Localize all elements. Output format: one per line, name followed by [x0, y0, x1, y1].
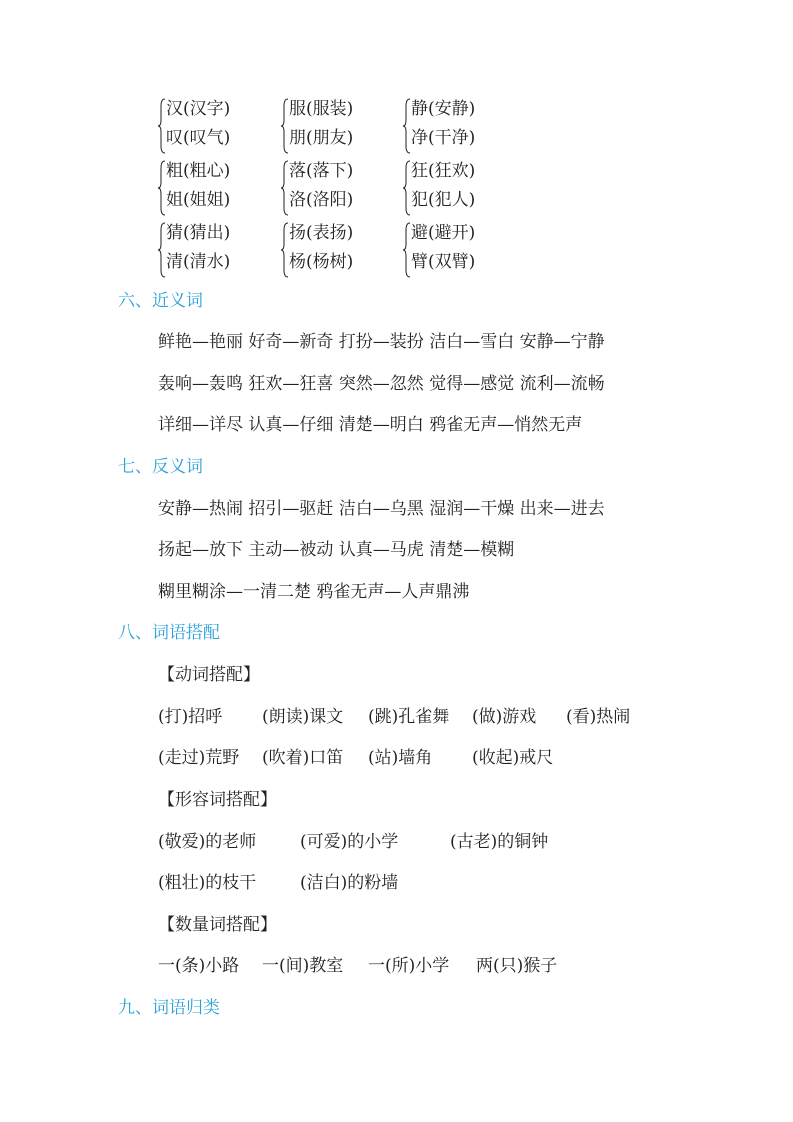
collocation-item: 一(条)小路 [158, 956, 240, 976]
antonym-line: 扬起—放下 主动—被动 认真—马虎 清楚—模糊 [158, 540, 515, 560]
collocation-item: (打)招呼 [158, 707, 223, 727]
collocation-item: 一(间)教室 [262, 956, 344, 976]
word-pair [281, 160, 411, 220]
verb-collocation-heading: 【动词搭配】 [158, 665, 260, 685]
word-bottom: 臂(双臂) [411, 252, 476, 272]
brace-icon [403, 160, 411, 216]
brace-icon [158, 160, 166, 216]
brace-icon [403, 98, 411, 154]
word-top: 避(避开) [411, 223, 476, 243]
word-top: 落(落下) [289, 161, 354, 181]
adjective-collocation-heading: 【形容词搭配】 [158, 790, 277, 810]
word-top: 扬(表扬) [289, 223, 354, 243]
word-top: 狂(狂欢) [411, 161, 476, 181]
word-bottom: 杨(杨树) [289, 252, 354, 272]
word-pair [403, 98, 533, 158]
word-pair [158, 160, 288, 220]
verb-collocation-row [158, 747, 553, 769]
antonym-line: 安静—热闹 招引—驱赶 洁白—乌黑 湿润—干燥 出来—进去 [158, 499, 605, 519]
word-bottom: 叹(叹气) [166, 128, 231, 148]
adjective-collocation-row [158, 831, 548, 853]
synonym-line: 轰响—轰鸣 狂欢—狂喜 突然—忽然 觉得—感觉 流利—流畅 [158, 374, 605, 394]
word-bottom: 清(清水) [166, 252, 231, 272]
word-top: 静(安静) [411, 99, 476, 119]
collocation-item: (站)墙角 [368, 748, 433, 768]
section-heading-collocations: 八、词语搭配 [118, 623, 220, 643]
brace-icon [281, 160, 289, 216]
collocation-item: (可爱)的小学 [300, 832, 399, 852]
brace-icon [158, 98, 166, 154]
word-pair [158, 222, 288, 282]
section-heading-synonyms: 六、近义词 [118, 291, 203, 311]
synonym-line: 详细—详尽 认真—仔细 清楚—明白 鸦雀无声—悄然无声 [158, 415, 583, 435]
collocation-item: (敬爱)的老师 [158, 832, 257, 852]
word-bottom: 净(干净) [411, 128, 476, 148]
collocation-item: (做)游戏 [472, 707, 537, 727]
collocation-item: (洁白)的粉墙 [300, 873, 399, 893]
collocation-item: (吹着)口笛 [262, 748, 344, 768]
collocation-item: (看)热闹 [566, 707, 631, 727]
word-bottom: 犯(犯人) [411, 190, 476, 210]
collocation-item: (走过)荒野 [158, 748, 240, 768]
word-pair [403, 222, 533, 282]
word-bottom: 洛(洛阳) [289, 190, 354, 210]
word-pair [281, 222, 411, 282]
section-heading-word-categories: 九、词语归类 [118, 998, 220, 1018]
quantifier-collocation-row [158, 955, 557, 977]
word-top: 服(服装) [289, 99, 354, 119]
verb-collocation-row [158, 706, 630, 728]
word-top: 猜(猜出) [166, 223, 231, 243]
section-heading-antonyms: 七、反义词 [118, 457, 203, 477]
collocation-item: (古老)的铜钟 [450, 832, 549, 852]
brace-icon [281, 98, 289, 154]
brace-icon [158, 222, 166, 278]
collocation-item: (跳)孔雀舞 [368, 707, 450, 727]
collocation-item: 两(只)猴子 [476, 956, 558, 976]
word-bottom: 姐(姐姐) [166, 190, 231, 210]
word-pair [281, 98, 411, 158]
collocation-item: (粗壮)的枝干 [158, 873, 257, 893]
word-bottom: 朋(朋友) [289, 128, 354, 148]
word-top: 粗(粗心) [166, 161, 231, 181]
collocation-item: (收起)戒尺 [472, 748, 554, 768]
adjective-collocation-row [158, 872, 398, 894]
brace-icon [403, 222, 411, 278]
collocation-item: 一(所)小学 [368, 956, 450, 976]
word-top: 汉(汉字) [166, 99, 231, 119]
word-pair [158, 98, 288, 158]
word-pair [403, 160, 533, 220]
quantifier-collocation-heading: 【数量词搭配】 [158, 915, 277, 935]
antonym-line: 糊里糊涂—一清二楚 鸦雀无声—人声鼎沸 [158, 582, 470, 602]
brace-icon [281, 222, 289, 278]
collocation-item: (朗读)课文 [262, 707, 344, 727]
synonym-line: 鲜艳—艳丽 好奇—新奇 打扮—装扮 洁白—雪白 安静—宁静 [158, 332, 605, 352]
